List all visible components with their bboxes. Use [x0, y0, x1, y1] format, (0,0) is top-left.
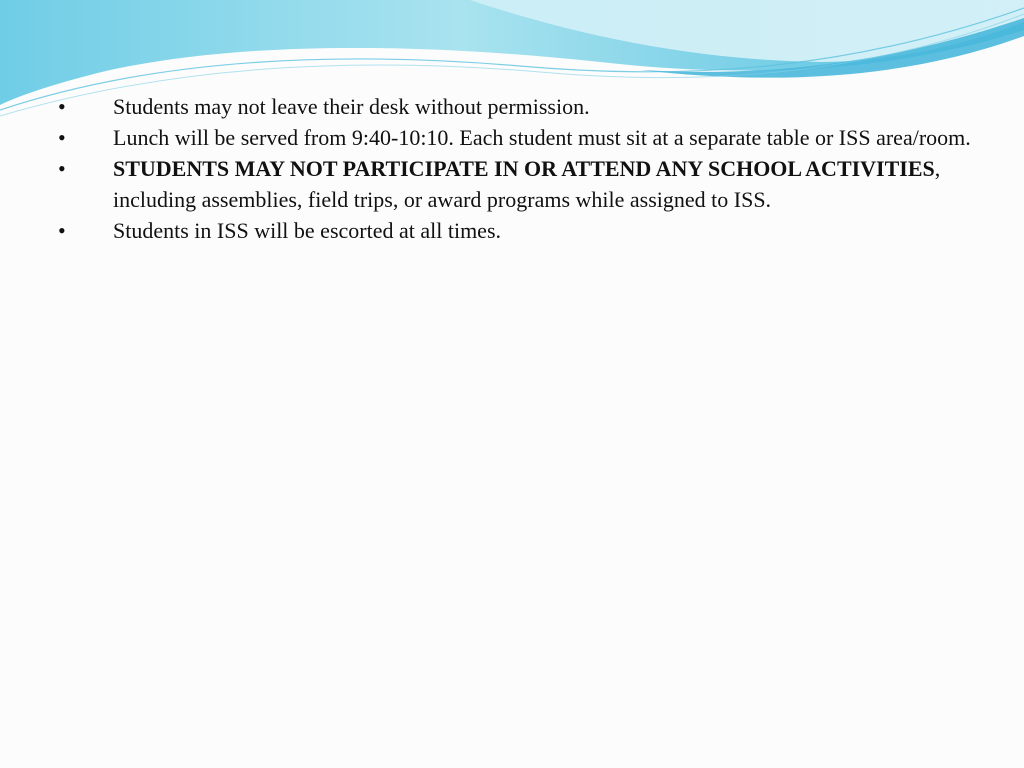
bullet-item-escorted	[58, 215, 978, 246]
bullet-item-lunch	[58, 122, 978, 153]
bullet-text: Students may not leave their desk without permission.	[113, 94, 590, 119]
bullet-dot: •	[58, 156, 66, 181]
bullet-dot: •	[58, 94, 66, 119]
bullet-text: Students in ISS will be escorted at all times.	[113, 218, 502, 243]
bullet-bold-text: STUDENTS MAY NOT PARTICIPATE IN OR ATTEND ANY SCHOOL ACTIVITIES	[113, 156, 935, 181]
bullet-dot: •	[58, 125, 66, 150]
bullet-item-leave-desk	[58, 91, 978, 122]
bullet-list	[58, 91, 978, 246]
bullet-dot: •	[58, 218, 66, 243]
bullet-text: Lunch will be served from 9:40-10:10. Each student must sit at a separate table or ISS area/room.	[113, 125, 971, 150]
bullet-item-activities	[58, 153, 978, 215]
bullet-text: , including assemblies, field trips, or award programs while assigned to ISS.	[113, 156, 941, 212]
